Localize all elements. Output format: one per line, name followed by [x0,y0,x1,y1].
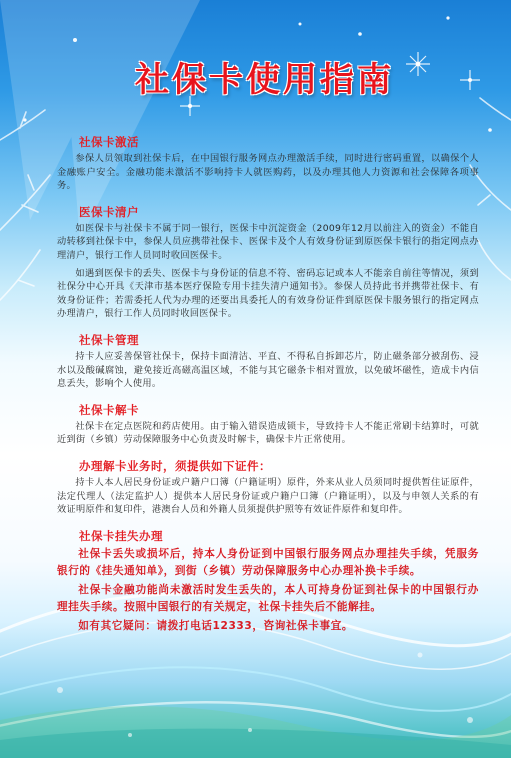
section-heading: 社保卡挂失办理 [79,528,163,543]
section-paragraph: 持卡人本人居民身份证或户籍户口簿（户籍证明）原件，外来从业人员须同时提供暂住证原件，法定代理人（法定监护人）提供本人居民身份证或户籍户口簿（户籍证明），以及与申领人关系的有效证明原件和复印件，港澳台人员和外籍人员须提供护照等有效证件原件和复印件。 [57,476,479,516]
section-paragraph: 参保人员领取到社保卡后，在中国银行服务网点办理激活手续，同时进行密码重置，以确保个人金融账户安全。金融功能未激活不影响持卡人就医购药，以及办理其他人力资源和社会保障各项事务。 [57,153,479,192]
page-title: 社保卡使用指南 [135,60,394,100]
loss-paragraph: 社保卡金融功能尚未激活时发生丢失的，本人可持身份证到社保卡的中国银行办理挂失手续。按照中国银行的有关规定，社保卡挂失后不能解挂。 [57,583,479,613]
section-activation [57,134,479,193]
section-paragraph: 如医保卡与社保卡不属于同一银行，医保卡中沉淀资金（2009年12月以前注入的资金）不能自动转移到社保卡中，参保人员应携带社保卡、医保卡及个人有效身份证到原医保卡银行的指定网点办理清户，银行工作人员同时收回医保卡。 [57,222,479,261]
loss-paragraph: 社保卡丢失或损坏后，持本人身份证到中国银行服务网点办理挂失手续，凭服务银行的《挂失通知单》，到街（乡镇）劳动保障服务中心办理补换卡手续。 [57,547,479,577]
section-heading: 办理解卡业务时，须提供如下证件： [79,458,271,473]
hotline-notice: 如有其它疑问：请拨打电话12333，咨询社保卡事宜。 [78,619,354,632]
section-paragraph: 社保卡在定点医院和药店使用。由于输入错误造成锁卡，导致持卡人不能正常刷卡结算时，可就近到街（乡镇）劳动保障服务中心负责及时解卡，确保卡片正常使用。 [57,420,479,446]
section-required-documents [57,458,479,517]
guide-content [57,134,479,646]
section-paragraph: 持卡人应妥善保管社保卡，保持卡面清洁、平直、不得私自拆卸芯片，防止磁条部分被刮伤、浸水以及酸碱腐蚀，避免接近高磁高温区域，不能与其它磁条卡相对置放，以免破坏磁性，造成卡内信息丢失，影响个人使用。 [57,350,479,390]
section-unlock [57,402,479,447]
section-heading: 社保卡管理 [79,332,139,347]
section-heading: 医保卡清户 [79,204,139,219]
section-report-loss [57,528,479,635]
section-heading: 社保卡激活 [79,135,139,149]
section-heading: 社保卡解卡 [79,402,139,417]
section-paragraph: 如遇到医保卡的丢失、医保卡与身份证的信息不符、密码忘记或本人不能亲自前往等情况，须到社保分中心开具《天津市基本医疗保险专用卡挂失清户通知书》。参保人员持此书并携带社保卡、有效身份证件；若需委托人代为办理的还要出具委托人的有效身份证件到原医保卡服务银行的指定网点办理清户，银行工作人员同时收回医保卡。 [57,267,479,320]
section-management [57,332,479,391]
section-clearing [57,204,479,321]
